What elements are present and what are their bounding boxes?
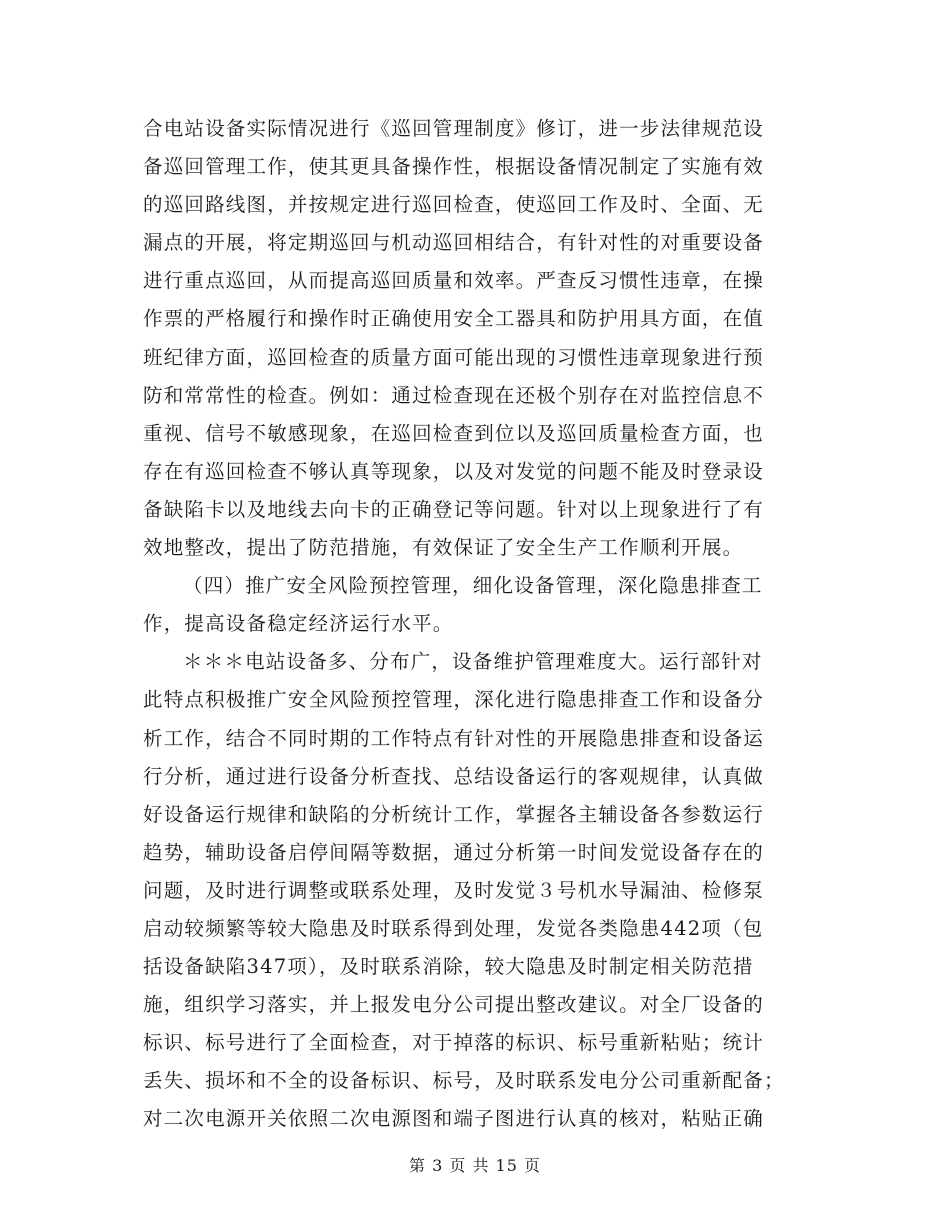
text-line: 作票的严格履行和操作时正确使用安全工器具和防护用具方面，在值 xyxy=(143,307,765,331)
text-line: 存在有巡回检查不够认真等现象，以及对发觉的问题不能及时登录设 xyxy=(143,459,765,483)
page-number-footer: 第 3 页 共 15 页 xyxy=(409,1156,541,1175)
text-line: 对二次电源开关依照二次电源图和端子图进行认真的核对，粘贴正确 xyxy=(143,1107,765,1131)
text-line: 备缺陷卡以及地线去向卡的正确登记等问题。针对以上现象进行了有 xyxy=(143,497,765,521)
document-body xyxy=(143,110,799,1139)
section-heading: （四）推广安全风险预控管理，细化设备管理，深化隐患排查工 xyxy=(183,574,763,598)
text-line: 漏点的开展，将定期巡回与机动巡回相结合，有针对性的对重要设备 xyxy=(143,231,765,255)
text-line: 行分析，通过进行设备分析查找、总结设备运行的客观规律，认真做 xyxy=(143,764,765,788)
text-line: 标识、标号进行了全面检查，对于掉落的标识、标号重新粘贴；统计 xyxy=(143,1031,765,1055)
text-line: 问题，及时进行调整或联系处理，及时发觉３号机水导漏油、检修泵 xyxy=(143,878,765,902)
text-line: 趋势，辅助设备启停间隔等数据，通过分析第一时间发觉设备存在的 xyxy=(143,840,765,864)
text-line: 备巡回管理工作，使其更具备操作性，根据设备情况制定了实施有效 xyxy=(143,155,765,179)
text-line: 进行重点巡回，从而提高巡回质量和效率。严查反习惯性违章，在操 xyxy=(143,269,765,293)
text-line: 班纪律方面，巡回检查的质量方面可能出现的习惯性违章现象进行预 xyxy=(143,345,765,369)
text-line: 效地整改，提出了防范措施，有效保证了安全生产工作顺利开展。 xyxy=(143,536,744,560)
text-line: 合电站设备实际情况进行《巡回管理制度》修订，进一步法律规范设 xyxy=(143,117,765,140)
text-line: 好设备运行规律和缺陷的分析统计工作，掌握各主辅设备各参数运行 xyxy=(143,802,765,826)
text-line: 防和常常性的检查。例如：通过检查现在还极个别存在对监控信息不 xyxy=(143,383,765,407)
text-line: 启动较频繁等较大隐患及时联系得到处理，发觉各类隐患442项（包 xyxy=(143,916,764,940)
text-line: 重视、信号不敏感现象，在巡回检查到位以及巡回质量检查方面，也 xyxy=(143,421,765,445)
text-line: 丢失、损坏和不全的设备标识、标号，及时联系发电分公司重新配备； xyxy=(143,1069,785,1093)
text-line: 析工作，结合不同时期的工作特点有针对性的开展隐患排查和设备运 xyxy=(143,726,765,750)
text-line: 的巡回路线图，并按规定进行巡回检查，使巡回工作及时、全面、无 xyxy=(143,193,765,217)
text-line: 施，组织学习落实，并上报发电分公司提出整改建议。对全厂设备的 xyxy=(143,993,765,1017)
text-line: 此特点积极推广安全风险预控管理，深化进行隐患排查工作和设备分 xyxy=(143,688,765,712)
section-heading-continued: 作，提高设备稳定经济运行水平。 xyxy=(143,612,454,636)
text-line: 括设备缺陷347项），及时联系消除，较大隐患及时制定相关防范措 xyxy=(143,955,754,979)
paragraph-start-line: ＊＊＊电站设备多、分布广，设备维护管理难度大。运行部针对 xyxy=(183,650,763,674)
